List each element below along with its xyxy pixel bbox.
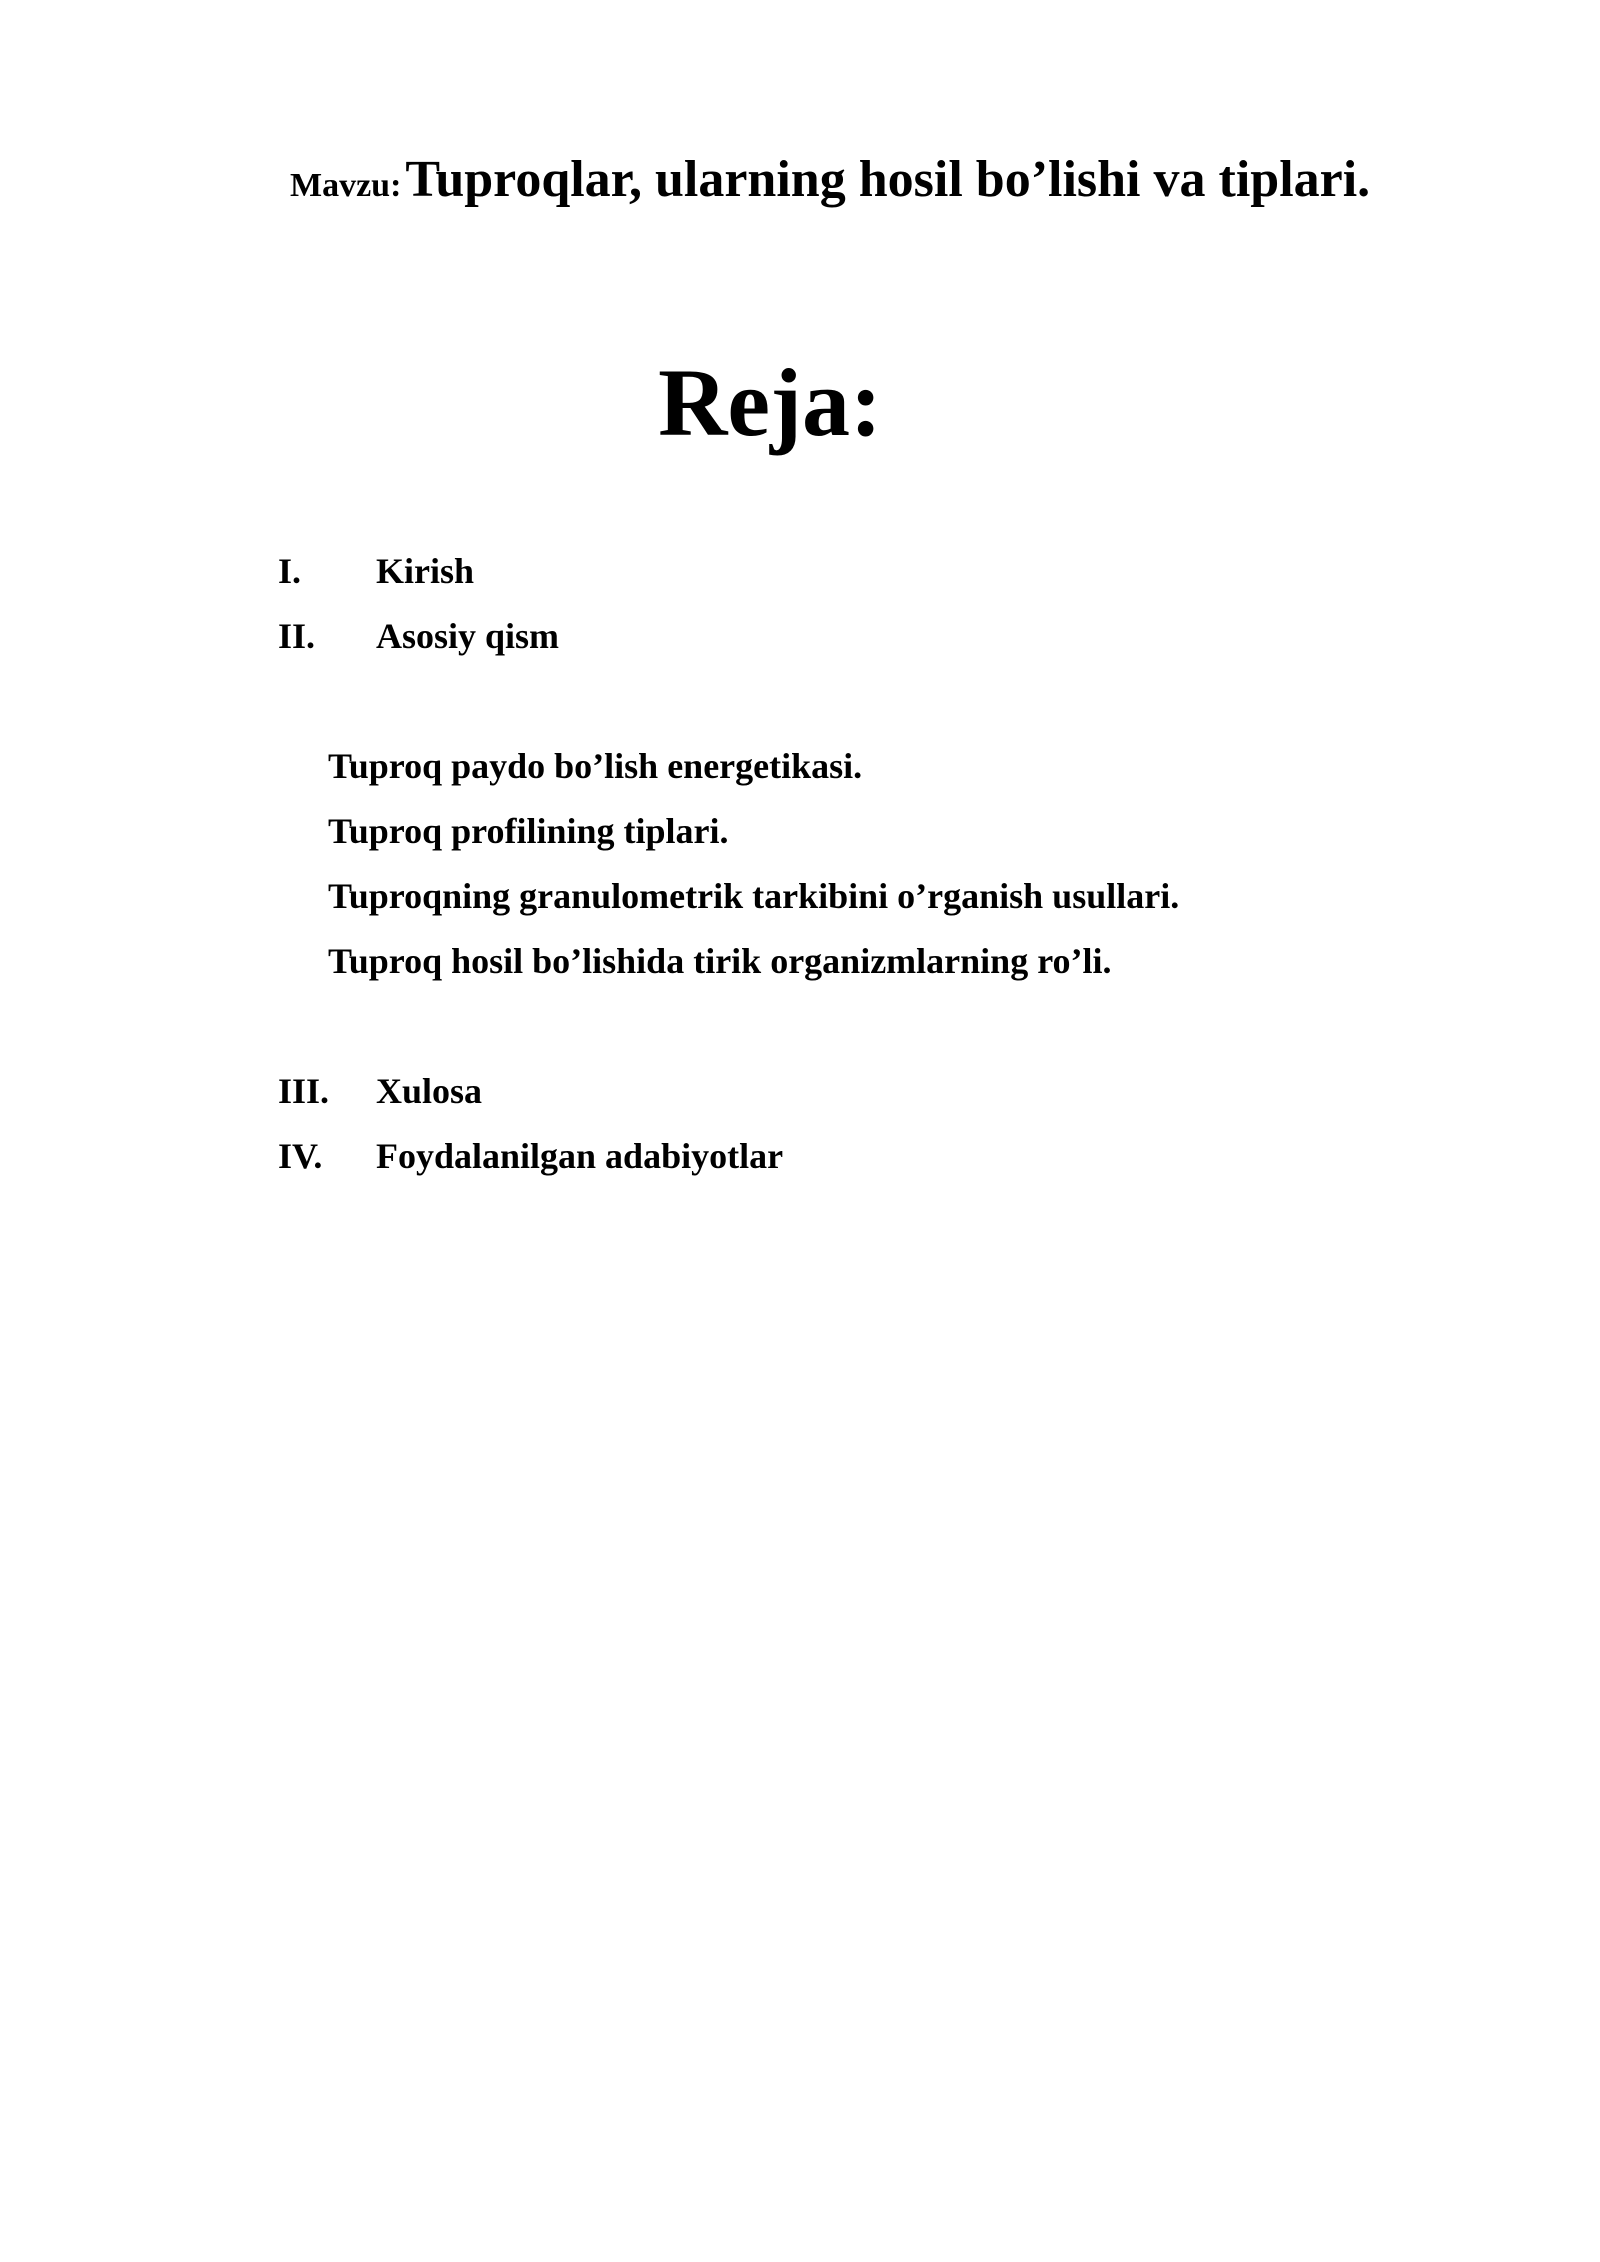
outline-number: III. xyxy=(278,1071,330,1111)
subtopic-item: Tuproq hosil bo’lishida tirik organizmlarning ro’li. xyxy=(328,941,1112,981)
title-prefix: Mavzu: xyxy=(290,167,402,204)
subtopic-item: Tuproq paydo bo’lish energetikasi. xyxy=(328,746,863,786)
outline-number: IV. xyxy=(278,1136,323,1176)
outline-label: Kirish xyxy=(376,551,475,591)
plan-heading: Reja: xyxy=(658,349,882,456)
outline-item-introduction xyxy=(278,550,474,592)
outline-label: Foydalanilgan adabiyotlar xyxy=(376,1136,784,1176)
subtopic-item: Tuproq profilining tiplari. xyxy=(328,811,729,851)
title-text: Tuproqlar, ularning hosil bo’lishi va tiplari. xyxy=(405,151,1371,208)
subtopic-item: Tuproqning granulometrik tarkibini o’rganish usullari. xyxy=(328,876,1180,916)
outline-label: Asosiy qism xyxy=(376,616,560,656)
outline-item-main-part xyxy=(278,615,559,657)
outline-item-conclusion xyxy=(278,1070,482,1112)
outline-number: II. xyxy=(278,616,316,656)
outline-label: Xulosa xyxy=(376,1071,483,1111)
outline-number: I. xyxy=(278,551,302,591)
document-title xyxy=(290,150,1370,209)
outline-item-references xyxy=(278,1135,783,1177)
